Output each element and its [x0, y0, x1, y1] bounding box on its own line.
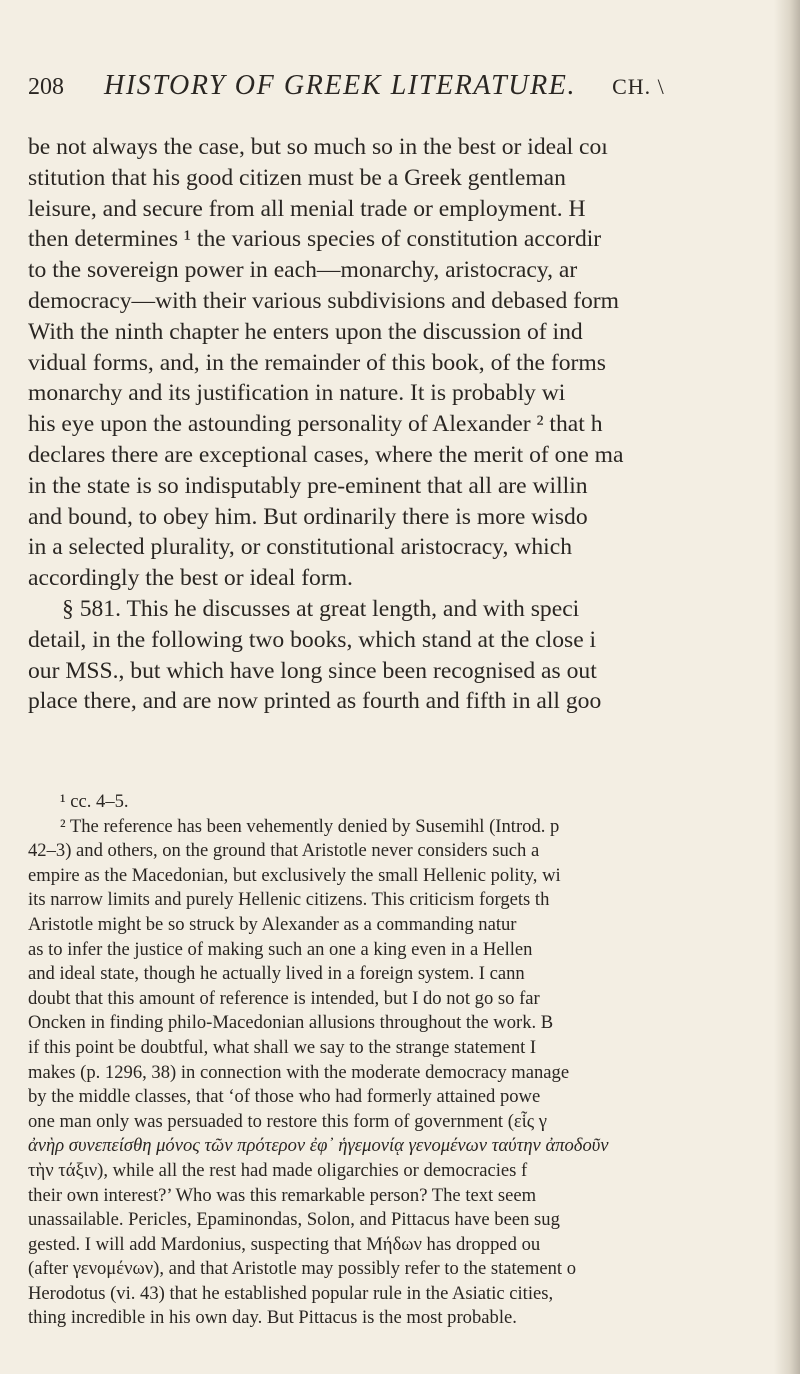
footnote-line: (after γενομένων), and that Aristotle may possibly refer to the statement o [28, 1258, 577, 1280]
body-line: in a selected plurality, or constitutional aristocracy, which [28, 534, 573, 561]
footnote-line: as to infer the justice of making such an one a king even in a Hellen [28, 938, 533, 960]
page-number: 208 [28, 74, 64, 100]
body-line: be not always the case, but so much so in the best or ideal coı [28, 134, 608, 160]
body-line: With the ninth chapter he enters upon the discussion of ind [28, 318, 583, 345]
body-line: in the state is so indisputably pre-eminent that all are willin [28, 472, 588, 499]
footnotes [28, 790, 780, 1331]
footnote-line: if this point be doubtful, what shall we say to the strange statement I [28, 1036, 537, 1058]
footnote-line: Aristotle might be so struck by Alexander as a commanding natur [28, 913, 517, 935]
footnote-line: empire as the Macedonian, but exclusively the small Hellenic polity, wi [28, 864, 561, 886]
body-line: to the sovereign power in each—monarchy, aristocracy, ar [28, 257, 578, 284]
body-line: place there, and are now printed as fourth and fifth in all goo [28, 688, 602, 715]
main-text [28, 132, 780, 717]
footnote-line: 42–3) and others, on the ground that Aristotle never considers such a [28, 840, 540, 862]
footnote-line: gested. I will add Mardonius, suspecting that Μήδων has dropped ou [28, 1233, 541, 1255]
footnote-line: Oncken in finding philo-Macedonian allusions throughout the work. B [28, 1012, 554, 1034]
body-line: declares there are exceptional cases, where the merit of one ma [28, 441, 624, 468]
body-line: stitution that his good citizen must be a Greek gentleman [28, 164, 566, 191]
body-line: and bound, to obey him. But ordinarily there is more wisdo [28, 503, 588, 530]
running-title: HISTORY OF GREEK LITERATURE. [104, 70, 577, 101]
footnote-line: their own interest?’ Who was this remarkable person? The text seem [28, 1184, 537, 1206]
footnote-line: one man only was persuaded to restore this form of government (εἷς γ [28, 1110, 547, 1132]
body-line: our MSS., but which have long since been recognised as out [28, 657, 597, 684]
footnote-line: Herodotus (vi. 43) that he established popular rule in the Asiatic cities, [28, 1282, 554, 1304]
footnote-line: thing incredible in his own day. But Pittacus is the most probable. [28, 1307, 517, 1329]
footnote-line: τὴν τάξιν), while all the rest had made oligarchies or democracies f [28, 1159, 528, 1181]
chapter-reference: CH. \ [612, 74, 665, 99]
footnote-line-greek: ἀνὴρ συνεπείσθη μόνος τῶν πρότερον ἐφ᾽ ἡγεμονίᾳ γενομένων ταύτην ἀποδοῦν [28, 1135, 609, 1157]
body-line: vidual forms, and, in the remainder of this book, of the forms [28, 349, 606, 376]
body-line: his eye upon the astounding personality of Alexander ² that h [28, 411, 603, 438]
footnote-line: unassailable. Pericles, Epaminondas, Solon, and Pittacus have been sug [28, 1209, 560, 1231]
body-line: accordingly the best or ideal form. [28, 565, 353, 592]
footnote-line: by the middle classes, that ‘of those who had formerly attained powe [28, 1086, 541, 1108]
footnote-line: and ideal state, though he actually lived in a foreign system. I cann [28, 963, 525, 985]
body-line: leisure, and secure from all menial trade or employment. H [28, 195, 586, 222]
body-line: detail, in the following two books, which stand at the close i [28, 626, 597, 653]
body-line: democracy—with their various subdivisions and debased form [28, 287, 620, 314]
footnote-line: doubt that this amount of reference is intended, but I do not go so far [28, 987, 540, 1009]
footnote-line: makes (p. 1296, 38) in connection with the moderate democracy manage [28, 1061, 570, 1083]
footnote-line: ¹ cc. 4–5. [60, 791, 129, 812]
body-line: then determines ¹ the various species of constitution accordir [28, 226, 602, 253]
section-heading-line: § 581. This he discusses at great length, and with speci [62, 595, 580, 622]
footnote-line: its narrow limits and purely Hellenic citizens. This criticism forgets th [28, 889, 550, 911]
running-header [28, 70, 768, 110]
footnote-line: ² The reference has been vehemently denied by Susemihl (Introd. p [60, 815, 560, 837]
body-line: monarchy and its justification in nature. It is probably wi [28, 380, 566, 407]
